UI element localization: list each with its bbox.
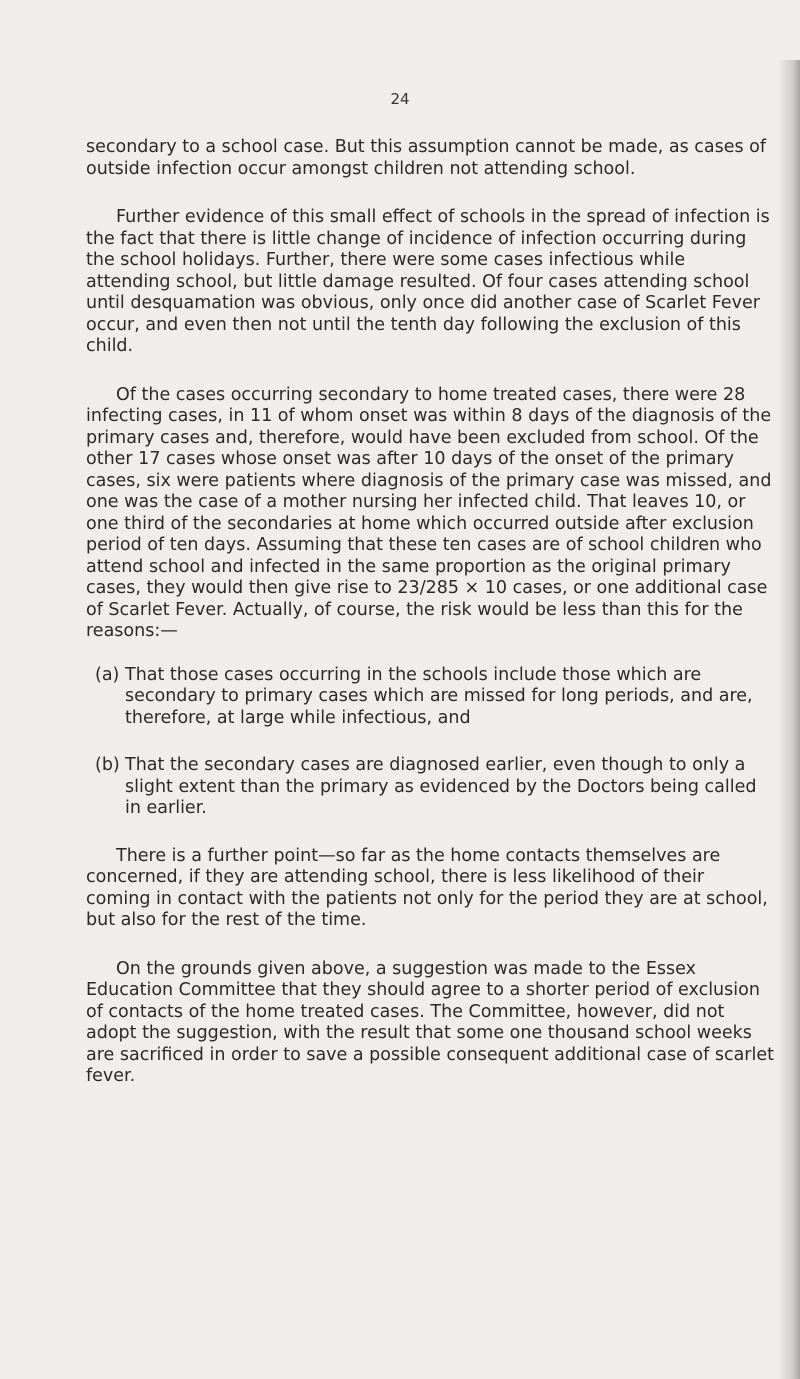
document-body — [86, 137, 774, 1115]
reason-item-a — [92, 665, 774, 730]
reason-text-b: That the secondary cases are diagnosed earlier, even though to only a slight extent than the primary as evidenced by the Doctors being called in earlier. — [125, 755, 757, 818]
paragraph-2: Further evidence of this small effect of schools in the spread of infection is the fact that there is little change of incidence of infection occurring during the school holidays. Further, there were some cases infectious while attending school, but little damage resulted. Of four cases attending school until desquamation was obvious, only once did another case of Scarlet Fever occur, and even then not until the tenth day following the exclusion of this child. — [86, 207, 770, 356]
reason-item-b — [92, 755, 774, 820]
page-binding-shadow — [778, 60, 800, 1379]
paragraph-1: secondary to a school case. But this assumption cannot be made, as cases of outside infection occur amongst children not attending school. — [86, 137, 767, 179]
reason-label-b: (b) — [95, 755, 120, 775]
paragraph-4: There is a further point—so far as the home contacts themselves are concerned, if they are attending school, there is less likelihood of their coming in contact with the patients not only for the period they are at school, but also for the rest of the time. — [86, 845, 768, 930]
reason-text-a: That those cases occurring in the schools include those which are secondary to primary cases which are missed for long periods, and are, therefore, at large while infectious, and — [125, 664, 753, 728]
page-number: 24 — [390, 90, 410, 108]
reason-label-a: (a) — [95, 664, 120, 685]
paragraph-5: On the grounds given above, a suggestion was made to the Essex Education Committee that they should agree to a shorter period of exclusion of contacts of the home treated cases. The Committee, however, did not adopt the suggestion, with the result that some one thousand school weeks are sacrificed in order to save a possible consequent additional case of scarlet fever. — [86, 958, 774, 1086]
paragraph-3: Of the cases occurring secondary to home treated cases, there were 28 infecting cases, in 11 of whom onset was within 8 days of the diagnosis of the primary cases and, therefore, would have been excluded from school. Of the other 17 cases whose onset was after 10 days of the onset of the primary cases, six were patients where diagnosis of the primary case was missed, and one was the case of a mother nursing her infected child. That leaves 10, or one third of the secondaries at home which occurred outside after exclusion period of ten days. Assuming that these ten cases are of school children who attend school and infected in the same proportion as the original primary cases, they would then give rise to 23/285 × 10 cases, or one additional case of Scarlet Fever. Actually, of course, the risk would be less than this for the reasons:— — [86, 384, 772, 641]
